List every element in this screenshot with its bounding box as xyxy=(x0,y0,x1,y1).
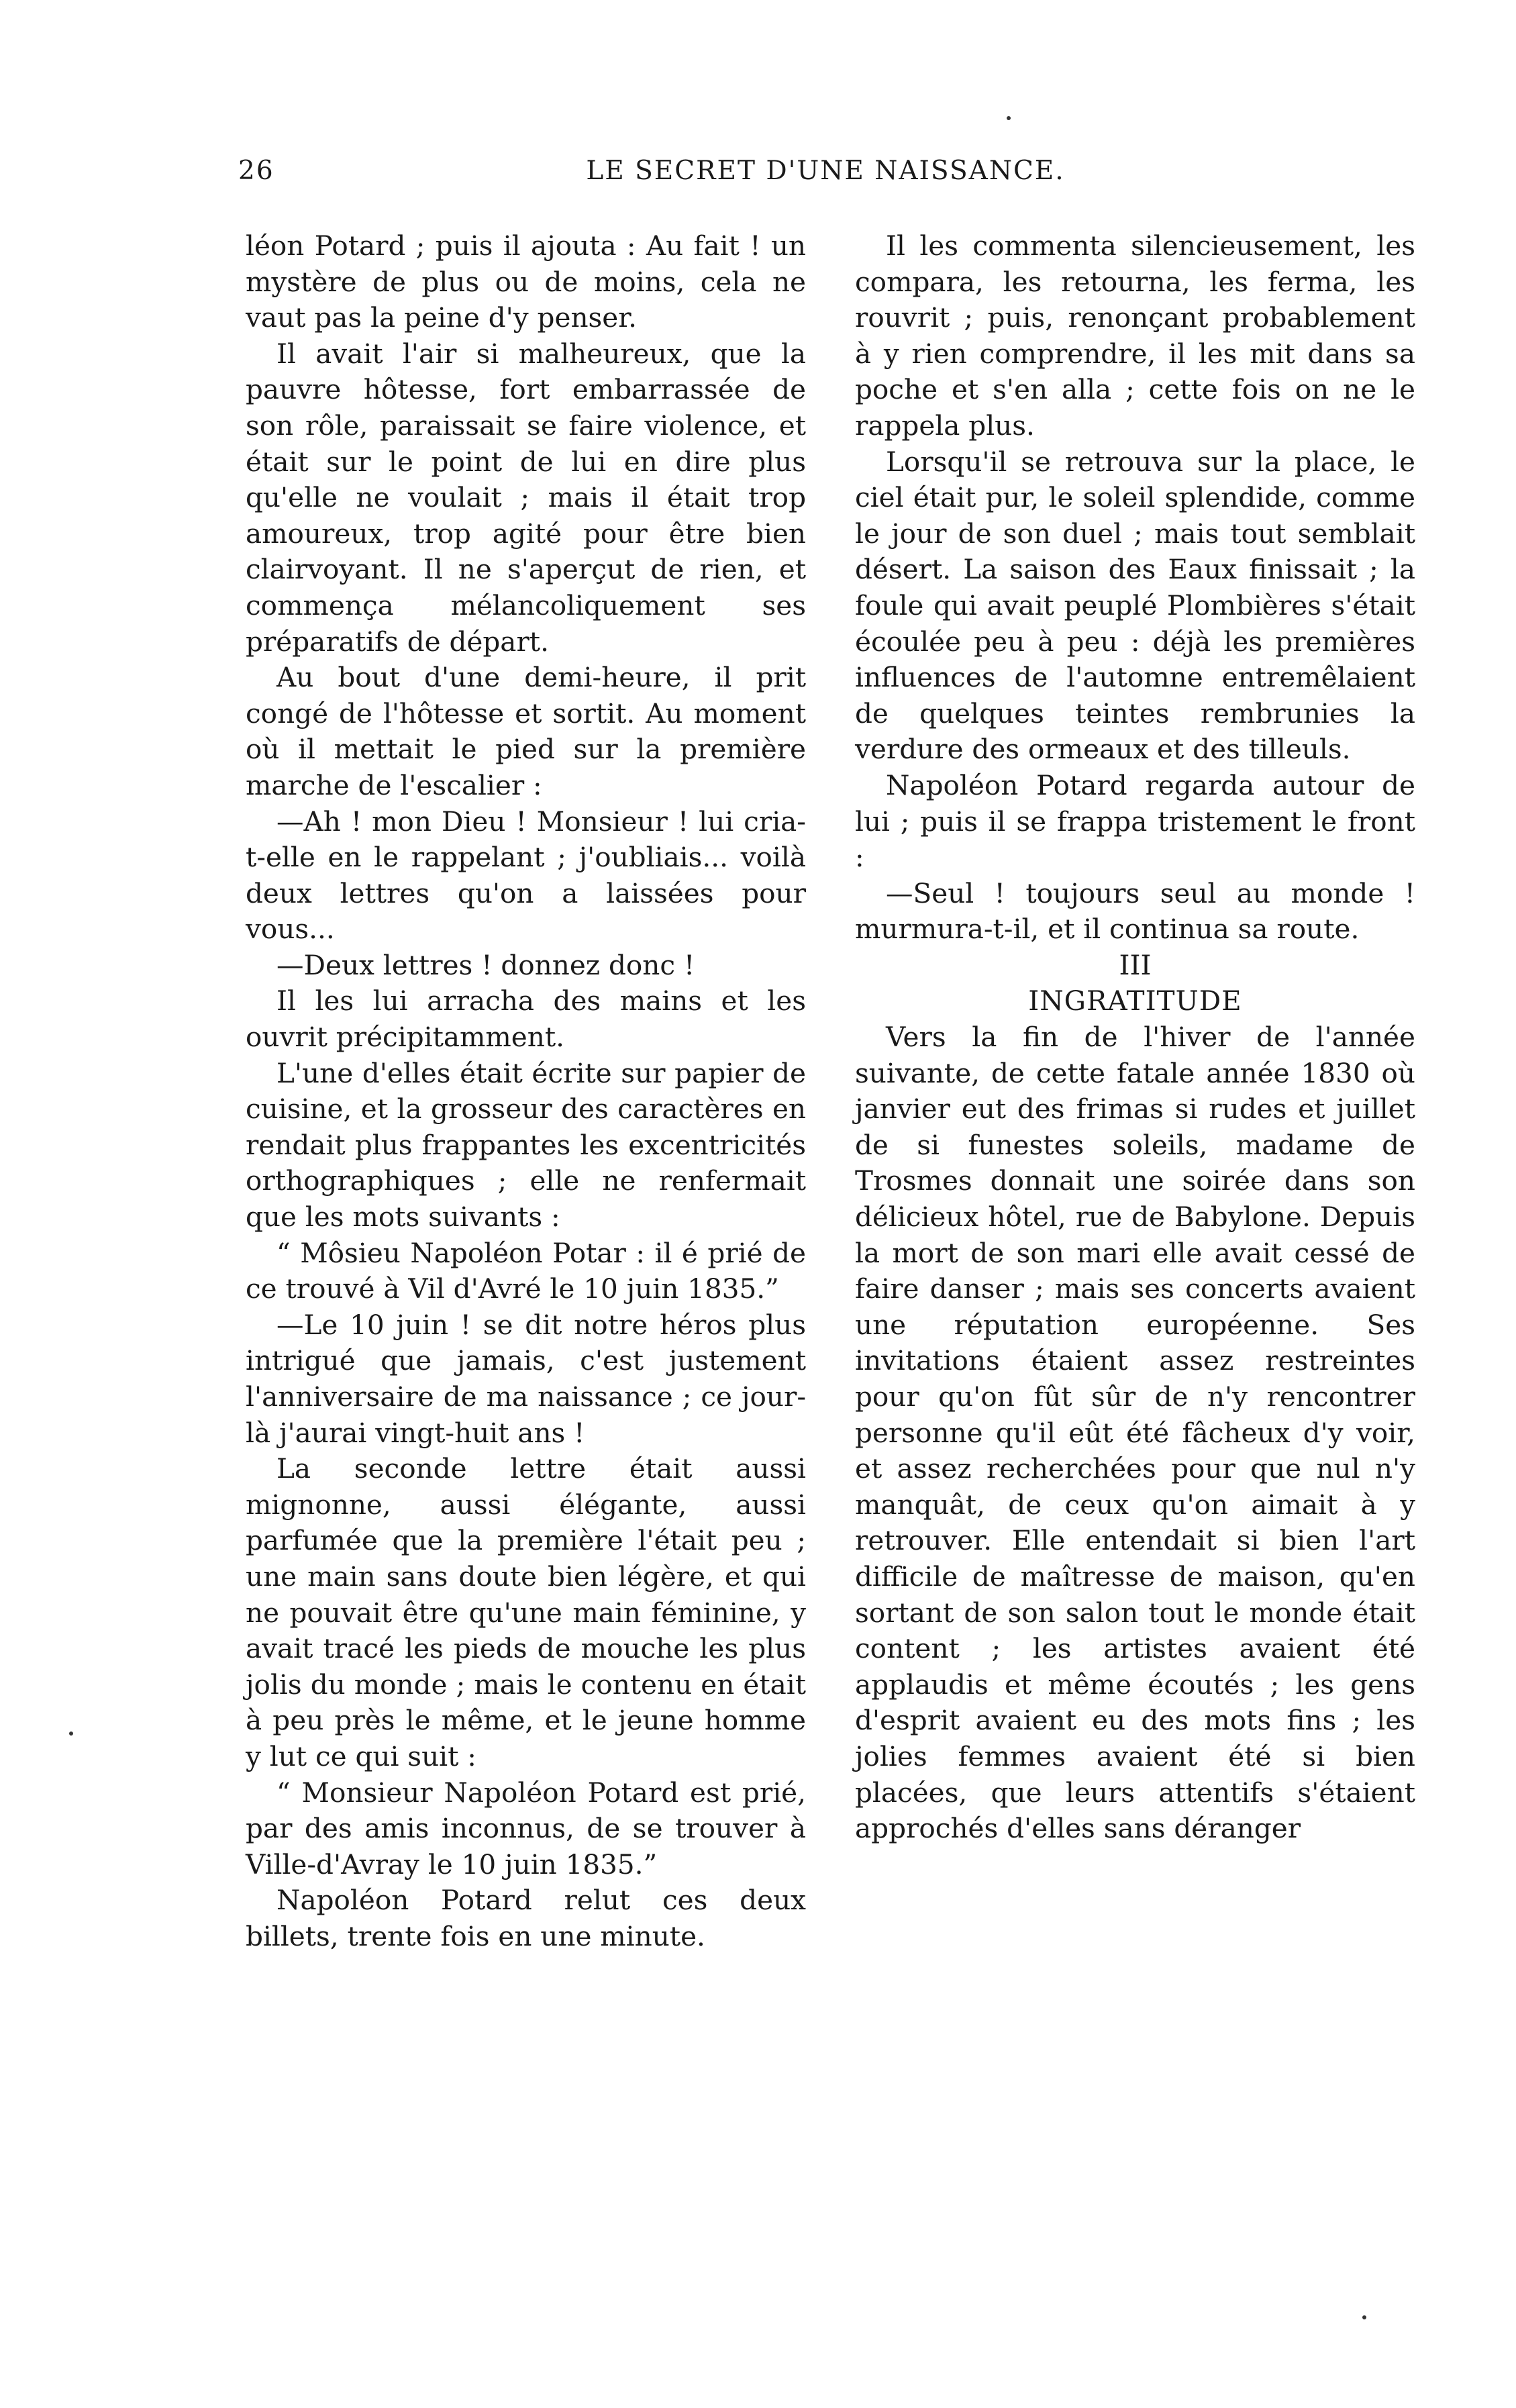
print-speck xyxy=(1007,116,1011,120)
print-speck xyxy=(1362,2315,1366,2319)
page-number: 26 xyxy=(238,156,274,186)
paragraph: —Deux lettres ! donnez donc ! xyxy=(276,948,695,981)
paragraph: Il avait l'air si malheureux, que la pauvre hôtesse, fort embarrassée de son rôle, paraissait se faire violence, et était sur le point de lui en dire plus qu'elle ne voulait ; mais il était trop amoureux, trop agité pour être bien clairvoyant. Il ne s'aperçut de rien, et commença mélancoliquement ses préparatifs de départ. xyxy=(246,337,806,658)
paragraph: —Le 10 juin ! se dit notre héros plus intrigué que jamais, c'est justement l'anniversaire de ma naissance ; ce jour-là j'aurai vingt-huit ans ! xyxy=(246,1308,806,1449)
paragraph: léon Potard ; puis il ajouta : Au fait ! un mystère de plus ou de moins, cela ne vaut pas la peine d'y penser. xyxy=(246,230,806,334)
paragraph: —Ah ! mon Dieu ! Monsieur ! lui cria-t-elle en le rappelant ; j'oubliais... voilà deux lettres qu'on a laissées pour vous... xyxy=(246,805,806,946)
paragraph: —Seul ! toujours seul au monde ! murmura-t-il, et il continua sa route. xyxy=(855,876,1415,946)
paragraph: Vers la fin de l'hiver de l'année suivante, de cette fatale année 1830 où janvier eut des frimas si rudes et juillet de si funestes soleils, madame de Trosmes donnait une soirée dans son délicieux hôtel, rue de Babylone. Depuis la mort de son mari elle avait cessé de faire danser ; mais ses concerts avaient une réputation européenne. Ses invitations étaient assez restreintes pour qu'on fût sûr de n'y rencontrer personne qu'il eût été fâcheux d'y voir, et assez recherchées pour que nul n'y manquât, de ceux qu'on aimait à y retrouver. Elle entendait si bien l'art difficile de maîtresse de maison, qu'en sortant de son salon tout le monde était content ; les artistes avaient été applaudis et même écoutés ; les gens d'esprit avaient eu des mots fins ; les jolies femmes avaient été si bien placées, que leurs attentifs s'étaient approchés d'elles sans déranger xyxy=(855,1021,1415,1845)
paragraph: Napoléon Potard regarda autour de lui ; puis il se frappa tristement le front : xyxy=(855,768,1415,874)
left-column xyxy=(246,228,806,1955)
quoted-letter: “ Môsieu Napoléon Potar : il é prié de ce trouvé à Vil d'Avré le 10 juin 1835.” xyxy=(246,1236,806,1305)
right-column xyxy=(855,228,1415,1847)
paragraph: L'une d'elles était écrite sur papier de cuisine, et la grosseur des caractères en rendait plus frappantes les excentricités orthographiques ; elle ne renfermait que les mots suivants : xyxy=(246,1056,806,1234)
paragraph: Il les lui arracha des mains et les ouvrit précipitamment. xyxy=(246,985,806,1054)
paragraph: La seconde lettre était aussi mignonne, aussi élégante, aussi parfumée que la première l'était peu ; une main sans doute bien légère, et qui ne pouvait être qu'une main féminine, y avait tracé les pieds de mouche les plus jolis du monde ; mais le contenu en était à peu près le même, et le jeune homme y lut ce qui suit : xyxy=(246,1452,806,1772)
print-speck xyxy=(69,1732,73,1736)
paragraph: Napoléon Potard relut ces deux billets, trente fois en une minute. xyxy=(246,1884,806,1952)
quoted-letter: “ Monsieur Napoléon Potard est prié, par des amis inconnus, de se trouver à Ville-d'Avray le 10 juin 1835.” xyxy=(246,1776,806,1880)
chapter-title: INGRATITUDE xyxy=(1028,985,1242,1017)
paragraph: Lorsqu'il se retrouva sur la place, le ciel était pur, le soleil splendide, comme le jour de son duel ; mais tout semblait désert. La saison des Eaux finissait ; la foule qui avait peuplé Plombières s'était écoulée peu à peu : déjà les premières influences de l'automne entremêlaient de quelques teintes rembrunies la verdure des ormeaux et des tilleuls. xyxy=(855,445,1415,766)
paragraph: Il les commenta silencieusement, les compara, les retourna, les ferma, les rouvrit ; puis, renonçant probablement à y rien comprendre, il les mit dans sa poche et s'en alla ; cette fois on ne le rappela plus. xyxy=(855,230,1415,442)
page-header xyxy=(238,156,1413,196)
chapter-number: III xyxy=(1119,948,1152,981)
paragraph: Au bout d'une demi-heure, il prit congé de l'hôtesse et sortit. Au moment où il mettait le pied sur la première marche de l'escalier : xyxy=(246,661,806,801)
running-title: LE SECRET D'UNE NAISSANCE. xyxy=(586,156,1065,186)
